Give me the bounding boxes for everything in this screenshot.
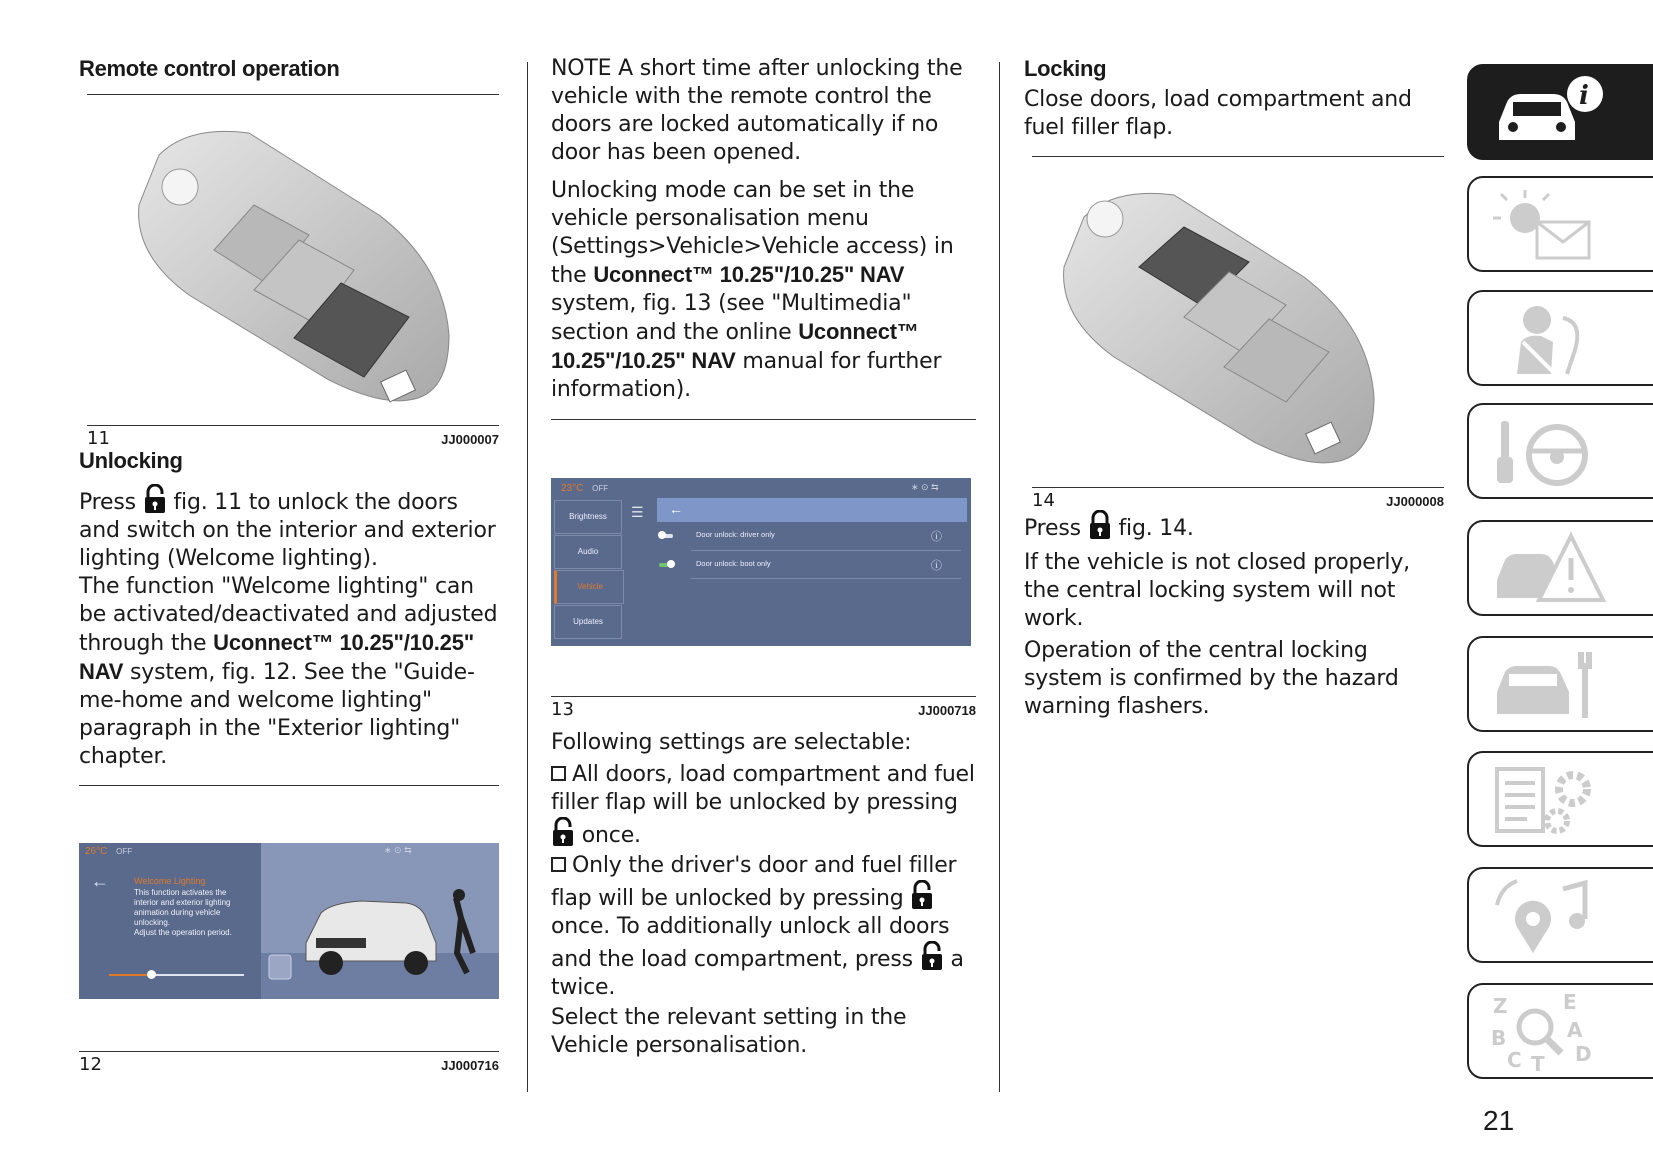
unlock-icon — [551, 817, 575, 847]
svg-text:B: B — [1491, 1026, 1507, 1050]
product-name: Uconnect™ 10.25"/10.25" NAV — [593, 262, 905, 287]
vehicle-settings-screen — [551, 478, 971, 646]
welcome-desc — [134, 888, 232, 938]
multimedia-icon — [1487, 875, 1607, 955]
svg-text:T: T — [1531, 1052, 1545, 1071]
option-all-doors — [551, 761, 976, 850]
unlock-icon — [910, 880, 934, 910]
text: system, fig. 13 (see "Multimedia" section and the online — [551, 291, 912, 345]
svg-text:E: E — [1563, 991, 1577, 1014]
welcome-heading: Welcome Lighting — [134, 876, 206, 886]
text: once. To additionally unlock all doors and the load compartment, press — [551, 914, 950, 972]
tab-index[interactable] — [1467, 983, 1653, 1079]
menu-label: Audio — [577, 547, 599, 556]
desc-line: Adjust the operation period. — [134, 928, 232, 937]
welcome-lighting-screen — [79, 843, 499, 999]
alphabetical-index-icon — [1487, 991, 1607, 1071]
desc-line: animation during vehicle — [134, 908, 221, 917]
status-temp — [85, 846, 132, 857]
desc-line: unlocking. — [134, 918, 171, 927]
final-instruction: Select the relevant setting in the Vehicle personalisation. — [551, 1005, 907, 1058]
toggle-boot-only[interactable] — [659, 563, 673, 567]
text: Press — [1024, 516, 1081, 541]
desc-line: interior and exterior lighting — [134, 898, 231, 907]
row-divider — [691, 550, 961, 551]
car-info-icon — [1487, 72, 1607, 152]
back-arrow-icon[interactable]: ← — [91, 871, 109, 891]
row-divider — [691, 578, 961, 579]
text: Press — [79, 490, 136, 515]
setting-row-driver-only: Door unlock: driver only — [696, 530, 775, 539]
paragraph-press-lock — [1024, 510, 1444, 543]
section-title-remote-control: Remote control operation — [79, 56, 340, 81]
caption-fig11 — [87, 426, 499, 448]
text: once. — [581, 823, 641, 848]
text: fig. 14. — [1118, 516, 1194, 541]
menu-label: Brightness — [569, 512, 607, 521]
figure-number: 12 — [79, 1054, 102, 1075]
tab-starting-driving[interactable] — [1467, 403, 1653, 499]
svg-text:D: D — [1575, 1042, 1592, 1066]
figure-code: JJ000008 — [1386, 494, 1444, 509]
column-3 — [1024, 52, 1444, 721]
note-paragraph: NOTE A short time after unlocking the vehicle with the remote control the doors are locked automatically if no door has been opened. — [551, 56, 963, 165]
figure-code: JJ000716 — [441, 1058, 499, 1073]
tab-car-info[interactable] — [1467, 64, 1653, 160]
seat-belt-airbag-icon — [1487, 298, 1607, 378]
product-name: Uconnect™ 10.25"/10.25" NAV — [551, 319, 919, 373]
text: fig. 11 to unlock the doors and switch on the interior and exterior lighting (Welcome lighting). — [79, 490, 496, 571]
back-arrow-icon[interactable]: ← — [669, 501, 683, 517]
figure-13 — [551, 420, 976, 696]
figure-14 — [1024, 157, 1444, 487]
section-title-locking: Locking — [1024, 56, 1107, 81]
slider-thumb[interactable] — [147, 970, 156, 979]
warning-light-envelope-icon — [1487, 184, 1607, 264]
svg-text:Z: Z — [1493, 994, 1508, 1018]
hamburger-icon[interactable]: ☰ — [631, 504, 644, 520]
selectable-intro: Following settings are selectable: — [551, 730, 912, 755]
tab-lights-messages[interactable] — [1467, 176, 1653, 272]
slider-fill — [109, 974, 150, 976]
caption-fig14 — [1032, 488, 1444, 510]
paragraph-close-doors: Close doors, load compartment and fuel filler flap. — [1024, 87, 1412, 140]
text: All doors, load compartment and fuel filler flap will be unlocked by pressing — [551, 762, 975, 815]
tab-multimedia[interactable] — [1467, 867, 1653, 963]
column-2 — [551, 52, 976, 1060]
text: system, fig. 12. See the "Guide-me-home and welcome lighting" paragraph in the "Exterior lighting" chapter. — [79, 660, 475, 769]
lock-icon — [1088, 510, 1112, 540]
key-steering-wheel-icon — [1487, 411, 1607, 491]
checkbox-icon — [551, 857, 566, 872]
page-number: 21 — [1483, 1105, 1515, 1136]
bluetooth-icon: ∗ ⊙ ⇆ — [384, 845, 412, 855]
checkbox-icon — [551, 766, 566, 781]
column-1 — [79, 52, 499, 1074]
info-icon[interactable]: ⓘ — [931, 560, 942, 572]
unlock-icon — [920, 941, 944, 971]
paragraph-unlock — [79, 484, 499, 573]
paragraph-not-closed: If the vehicle is not closed properly, the central locking system will not work. — [1024, 550, 1410, 631]
text: The function "Welcome lighting" can be activated/deactivated and adjusted through the — [79, 574, 498, 656]
toggle-driver-only[interactable] — [659, 534, 673, 538]
key-fob-image — [79, 95, 499, 425]
temperature: 23°C — [561, 483, 584, 494]
off-label: OFF — [116, 847, 133, 856]
text: Unlocking mode can be set in the vehicle personalisation menu (Settings>Vehicle>Vehicle access) in the — [551, 178, 954, 288]
column-divider-2 — [999, 62, 1000, 1092]
paragraph-hazard-confirm: Operation of the central locking system is confirmed by the hazard warning flashers. — [1024, 638, 1399, 719]
info-icon[interactable]: ⓘ — [931, 531, 942, 543]
option-driver-door — [551, 852, 976, 1002]
section-title-unlocking: Unlocking — [79, 448, 183, 473]
off-label: OFF — [592, 484, 609, 493]
caption-fig13 — [551, 697, 976, 719]
tab-technical-data[interactable] — [1467, 751, 1653, 847]
toggle-knob — [667, 560, 675, 568]
column-divider-1 — [527, 62, 528, 1092]
settings-header-bar — [657, 498, 967, 522]
menu-item-audio[interactable] — [554, 535, 622, 569]
status-temp — [561, 483, 608, 494]
spacer — [551, 719, 976, 729]
status-icons: ∗ ⊙ ⇆ — [911, 482, 939, 492]
text: a twice. — [551, 947, 964, 1000]
figure-number: 11 — [87, 428, 110, 449]
product-name: Uconnect™ 10.25"/10.25" NAV — [79, 630, 474, 684]
caption-fig12 — [79, 1052, 499, 1074]
toggle-knob — [658, 531, 666, 539]
document-gear-icon — [1487, 759, 1607, 839]
figure-number: 14 — [1032, 490, 1055, 511]
figure-11 — [79, 95, 499, 425]
unlock-icon — [143, 484, 167, 514]
paragraph-unlocking-mode — [551, 177, 976, 404]
figure-12 — [79, 786, 499, 1051]
figure-number: 13 — [551, 699, 574, 720]
svg-text:i: i — [1579, 81, 1589, 111]
tab-emergency[interactable] — [1467, 520, 1653, 616]
figure-code: JJ000718 — [918, 703, 976, 718]
setting-row-boot-only: Door unlock: boot only — [696, 559, 771, 568]
menu-item-updates[interactable] — [554, 605, 622, 639]
menu-item-vehicle[interactable] — [554, 570, 624, 604]
desc-line: This function activates the — [134, 888, 227, 897]
temperature: 26°C — [85, 846, 108, 857]
svg-text:A: A — [1567, 1018, 1583, 1042]
duration-slider[interactable] — [109, 974, 244, 976]
tab-servicing[interactable] — [1467, 636, 1653, 732]
car-photo — [261, 843, 499, 999]
car-warning-triangle-icon — [1487, 528, 1607, 608]
key-fob-image — [1024, 157, 1444, 487]
spacer — [551, 167, 976, 177]
spacer — [79, 474, 499, 484]
menu-item-brightness[interactable] — [554, 500, 622, 534]
tab-safety[interactable] — [1467, 290, 1653, 386]
car-wrench-icon — [1487, 644, 1607, 724]
svg-text:C: C — [1507, 1048, 1522, 1071]
paragraph-welcome-lighting — [79, 573, 499, 771]
menu-label: Vehicle — [577, 582, 603, 591]
figure-code: JJ000007 — [441, 432, 499, 447]
menu-label: Updates — [573, 617, 603, 626]
text: Only the driver's door and fuel filler flap will be unlocked by pressing — [551, 853, 957, 911]
text: manual for further information). — [551, 349, 942, 402]
